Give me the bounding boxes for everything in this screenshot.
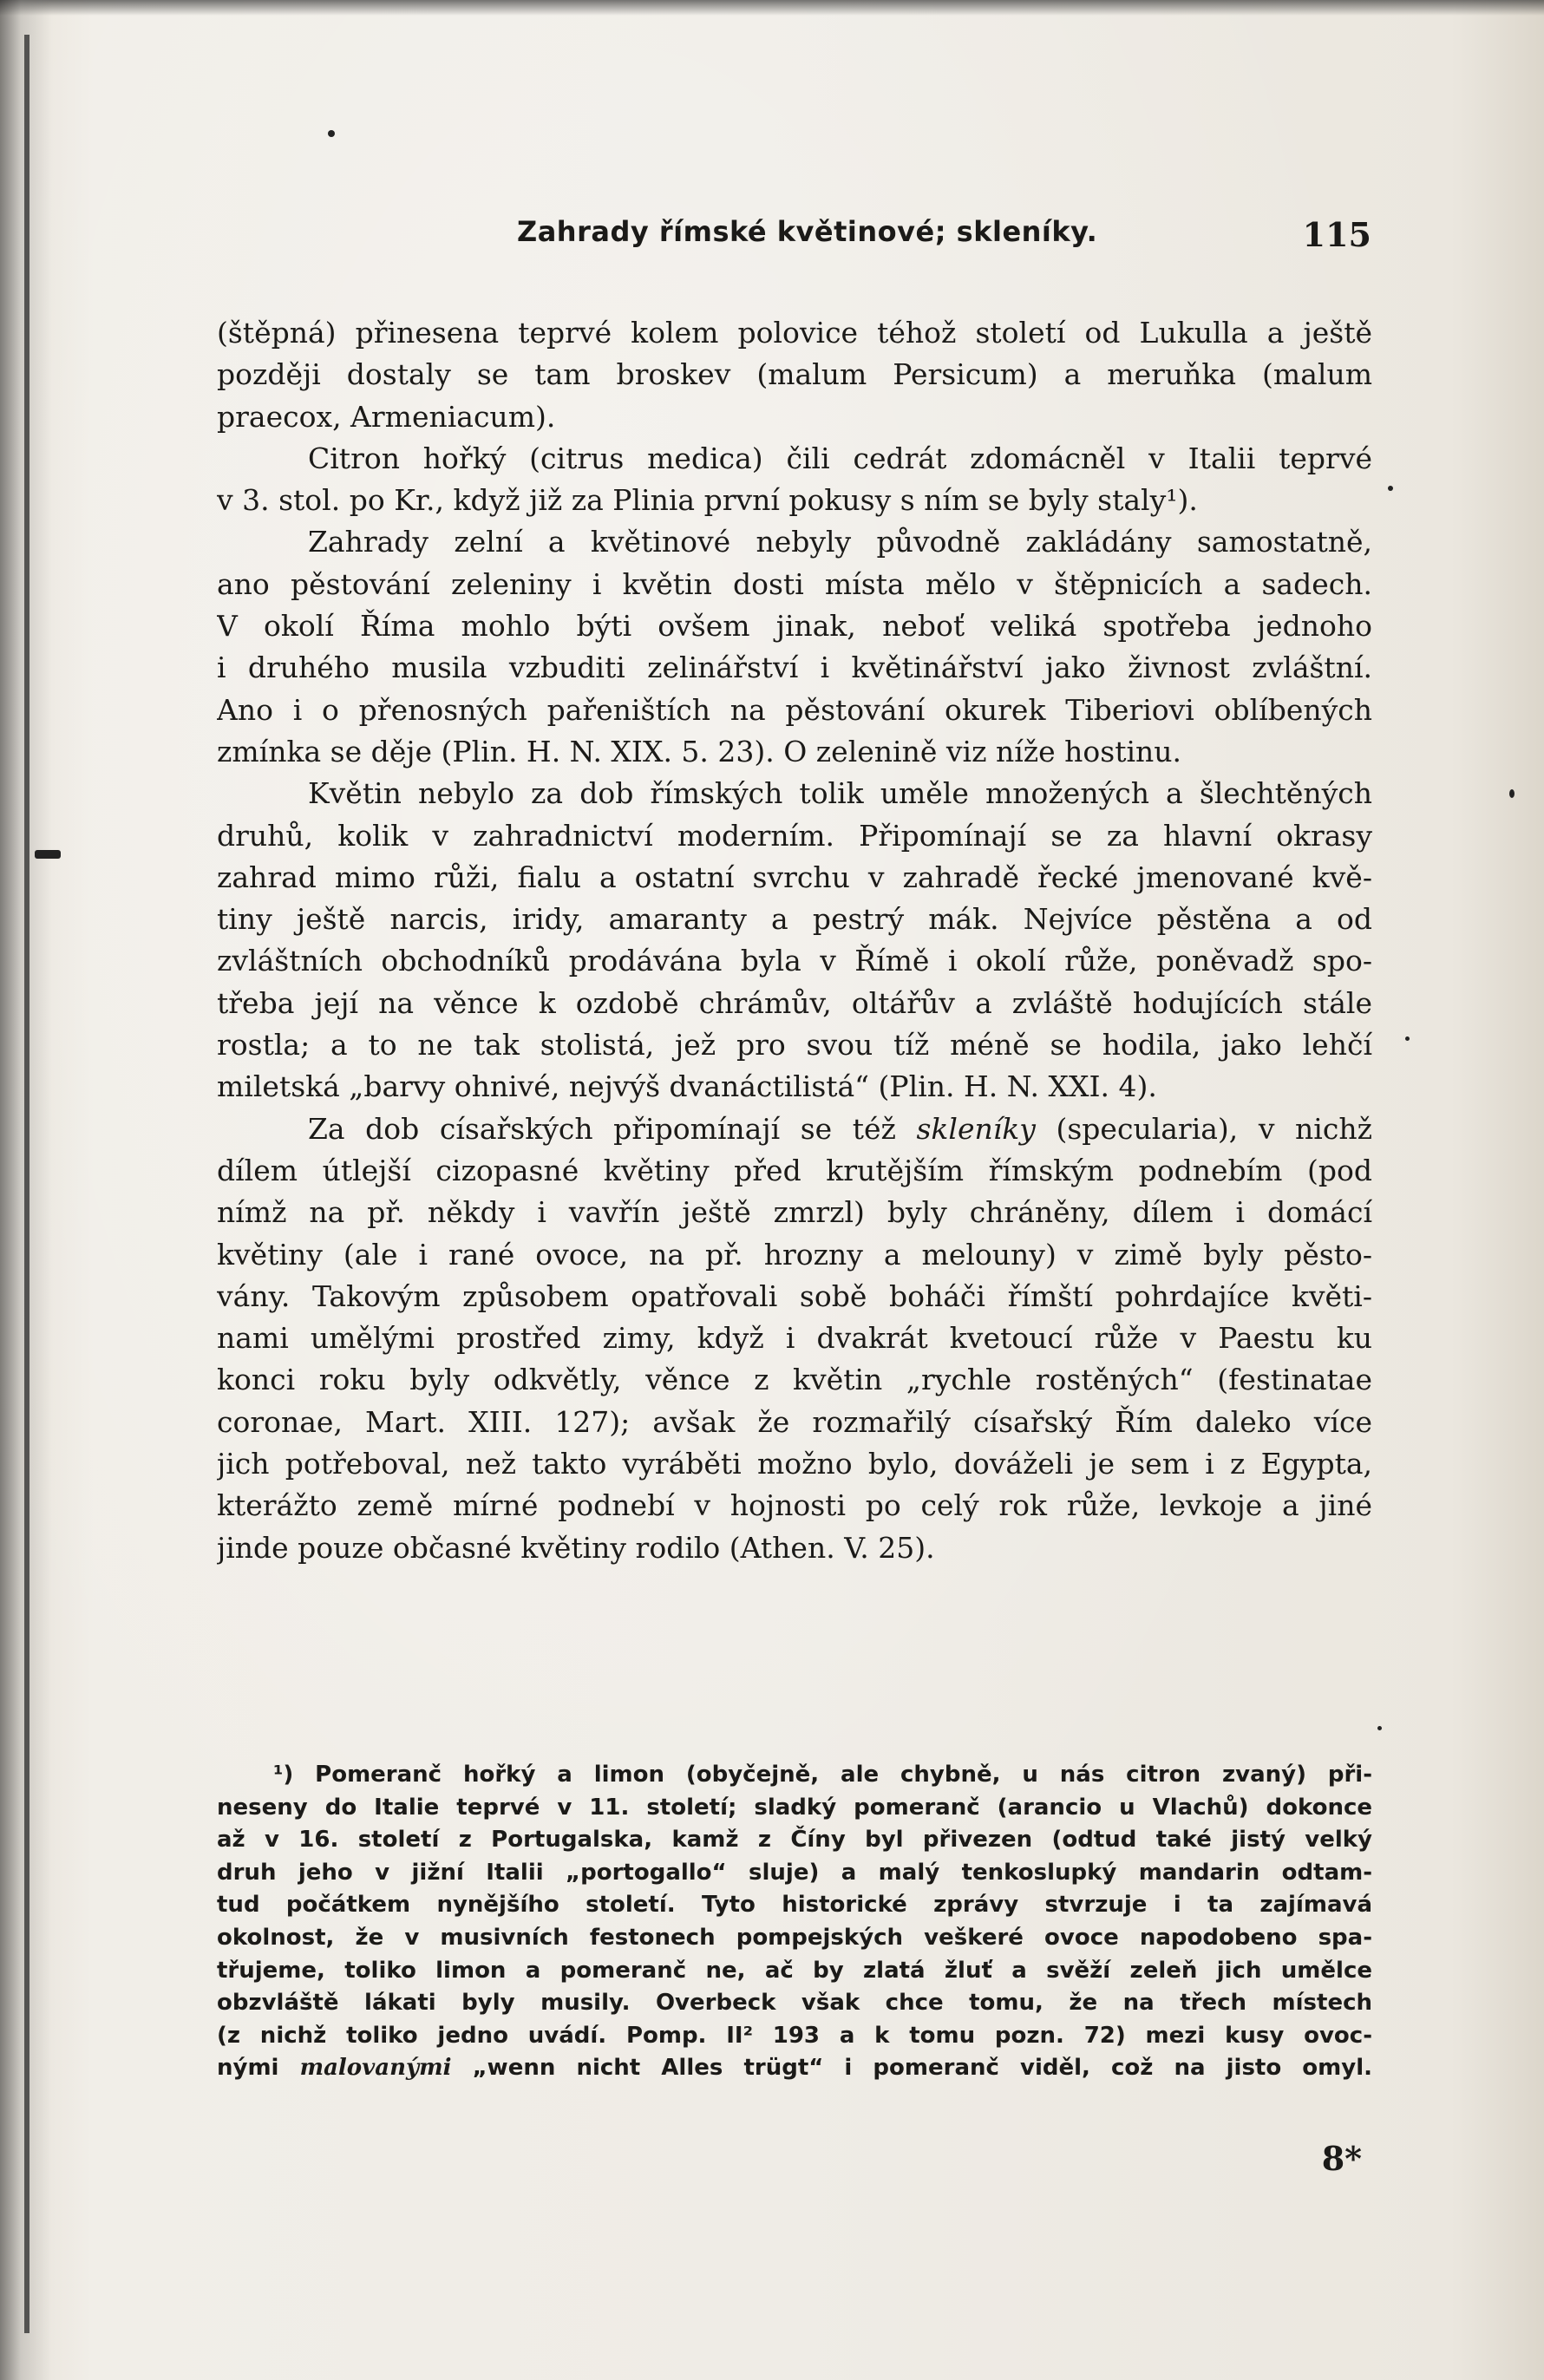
body-text-line: zmínka se děje (Plin. H. N. XIX. 5. 23). O zelenině viz níže hostinu.: [217, 734, 1182, 768]
signature-mark: 8*: [1321, 2139, 1362, 2178]
page-top-edge-shadow: [0, 0, 1544, 16]
footnote-line: třujeme, toliko limon a pomeranč ne, ač by zlatá žluť a svěží zeleň jich umělce: [217, 1957, 1372, 1984]
body-text-line: v 3. stol. po Kr., když již za Plinia první pokusy s ním se byly staly¹).: [217, 483, 1198, 518]
body-text-line: zvláštních obchodníků prodávána byla v Římě i okolí růže, poněvadž spo-: [217, 944, 1372, 978]
scan-speck: [1377, 1726, 1382, 1730]
body-text-line: vány. Takovým způsobem opatřovali sobě boháči římští pohrdajíce květi-: [217, 1278, 1372, 1313]
page-number: 115: [1302, 215, 1371, 254]
body-text-line: miletská „barvy ohnivé, nejvýš dvanáctilistá“ (Plin. H. N. XXI. 4).: [217, 1069, 1157, 1104]
binding-edge-line: [24, 35, 29, 2333]
body-text-line: konci roku byly odkvětly, věnce z květin „rychle rostěných“ (festinatae: [217, 1363, 1372, 1397]
body-text-line: Za dob císařských připomínají se též skleníky (specularia), v nichž: [308, 1111, 1372, 1146]
body-text-line: tiny ještě narcis, iridy, amaranty a pestrý mák. Nejvíce pěstěna a od: [217, 902, 1372, 937]
body-text-line: kterážto země mírné podnebí v hojnosti po celý rok růže, levkoje a jiné: [217, 1488, 1372, 1523]
italic-term: malovanými: [299, 2055, 452, 2082]
body-text-line: nímž na př. někdy i vavřín ještě zmrzl) byly chráněny, dílem i domácí: [217, 1195, 1372, 1230]
body-text-line: druhů, kolik v zahradnictví moderním. Připomínají se za hlavní okrasy: [217, 818, 1372, 853]
italic-term: skleníky: [916, 1111, 1036, 1146]
body-text-line: jinde pouze občasné květiny rodilo (Athen. V. 25).: [217, 1530, 935, 1565]
running-title: Zahrady římské květinové; skleníky.: [517, 215, 1098, 248]
body-text-line: květiny (ale i rané ovoce, na př. hrozny a melouny) v zimě byly pěsto-: [217, 1237, 1372, 1272]
body-text-line: Květin nebylo za dob římských tolik uměle množených a šlechtěných: [308, 776, 1372, 811]
body-text-line: Citron hořký (citrus medica) čili cedrát zdomácněl v Italii teprvé: [308, 441, 1372, 475]
body-text-line: praecox, Armeniacum).: [217, 399, 556, 434]
body-text-line: coronae, Mart. XIII. 127); avšak že rozmařilý císařský Řím daleko více: [217, 1404, 1372, 1439]
body-text-line: Zahrady zelní a květinové nebyly původně zakládány samostatně,: [308, 525, 1372, 559]
scan-speck: [35, 850, 61, 859]
footnotes: [217, 1759, 1372, 2085]
body-text-line: později dostaly se tam broskev (malum Persicum) a meruňka (malum: [217, 357, 1372, 392]
scan-speck: [328, 130, 335, 137]
scan-speck: [1388, 486, 1393, 491]
footnote-line: nými malovanými „wenn nicht Alles trügt“ i pomeranč viděl, což na jisto omyl.: [217, 2055, 1372, 2082]
body-text-line: i druhého musila vzbuditi zelinářství i květinářství jako živnost zvláštní.: [217, 651, 1372, 685]
body-text-line: dílem útlejší cizopasné květiny před krutějším římským podnebím (pod: [217, 1153, 1372, 1187]
body-text-line: ano pěstování zeleniny i květin dosti místa mělo v štěpnicích a sadech.: [217, 566, 1372, 601]
footnote-line: neseny do Italie teprvé v 11. století; sladký pomeranč (arancio u Vlachů) dokonce: [217, 1794, 1372, 1821]
footnote-line: druh jeho v jižní Italii „portogallo“ sluje) a malý tenkoslupký mandarin odtam-: [217, 1859, 1372, 1886]
footnote-line: (z nichž toliko jedno uvádí. Pomp. II² 193 a k tomu pozn. 72) mezi kusy ovoc-: [217, 2022, 1372, 2049]
footnote-line: obzvláště lákati byly musily. Overbeck však chce tomu, že na třech místech: [217, 1990, 1372, 2017]
body-text-line: Ano i o přenosných pařeništích na pěstování okurek Tiberiovi oblíbených: [217, 692, 1372, 727]
footnote-line: až v 16. století z Portugalska, kamž z Číny byl přivezen (odtud také jistý velký: [217, 1827, 1372, 1854]
main-text: [217, 312, 1372, 1569]
body-text-line: rostla; a to ne tak stolistá, jež pro svou tíž méně se hodila, jako lehčí: [217, 1028, 1372, 1062]
footnote-line: tud počátkem nynějšího století. Tyto historické zprávy stvrzuje i ta zajímavá: [217, 1892, 1372, 1919]
scan-speck: [1405, 1036, 1410, 1041]
page-header: [517, 215, 1384, 267]
body-text-line: (štěpná) přinesena teprvé kolem polovice téhož století od Lukulla a ještě: [217, 316, 1372, 350]
body-text-line: třeba její na věnce k ozdobě chrámův, oltářův a zvláště hodujících stále: [217, 985, 1372, 1020]
body-text-line: jich potřeboval, než takto vyráběti možno bylo, dováželi je sem i z Egypta,: [217, 1447, 1372, 1481]
body-text-line: V okolí Říma mohlo býti ovšem jinak, neboť veliká spotřeba jednoho: [217, 609, 1372, 644]
footnote-line: okolnost, že v musivních festonech pompejských veškeré ovoce napodobeno spa-: [217, 1924, 1372, 1951]
body-text-line: zahrad mimo růži, fialu a ostatní svrchu v zahradě řecké jmenované kvě-: [217, 860, 1372, 894]
scan-speck: [1509, 789, 1515, 798]
footnote-line: ¹) Pomeranč hořký a limon (obyčejně, ale chybně, u nás citron zvaný) při-: [273, 1762, 1372, 1788]
body-text-line: nami umělými prostřed zimy, když i dvakrát kvetoucí růže v Paestu ku: [217, 1321, 1372, 1356]
